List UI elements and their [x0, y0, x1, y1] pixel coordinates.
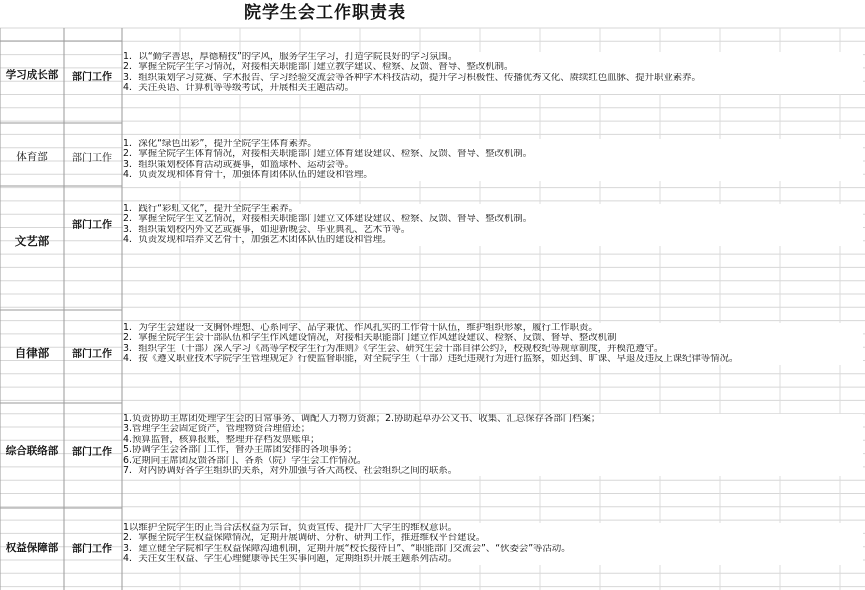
- duty-item: 4.预算监督，核算报账，整理并存档发票账单；: [123, 434, 320, 445]
- dept-rights[interactable]: 权益保障部: [5, 542, 59, 554]
- duty-item: 4．按《遵义职业技术学院学生管理规定》行使监督职能，对全院学生（干部）违纪违规行为进行监察，如迟到、旷课、早退及违反上课纪律等情况。: [123, 354, 739, 365]
- duty-item: 1.负责协助主席团处理学生会的日常事务、调配人力物力资源；2.协助起草办公文书、收集、汇总保存各部门档案；: [123, 414, 601, 424]
- duties-rights: [123, 523, 863, 565]
- duties-sports: [123, 139, 863, 181]
- duty-item: 2．掌握全院学生学习情况，对接相关职能部门建立教学建议、检察、反馈、督导、整改机制。: [123, 62, 514, 73]
- dept-arts[interactable]: 文艺部: [14, 234, 50, 248]
- col-label-discipline: 部门工作: [72, 349, 112, 360]
- duty-item: 1．以“勤学善思，厚德精技”的学风，服务学生学习，打造学院良好的学习氛围。: [123, 52, 458, 62]
- duty-item: 3．组织策划校内外文艺或赛事，如迎新晚会、毕业典礼、艺术节等。: [123, 224, 411, 235]
- duties-liaison: [123, 414, 863, 476]
- duty-item: 3．组织策划校体育活动或赛事，如篮球杯、运动会等。: [123, 159, 354, 170]
- duties-arts: [123, 204, 863, 246]
- duty-item: 3．组织策划学习竞赛、学术报告、学习经验交流会等各种学术科技活动，提升学习积极性、传播优秀文化、赓续红色血脉、提升职业素养。: [123, 72, 701, 83]
- page-title: 院学生会工作职责表: [244, 3, 406, 23]
- dept-liaison[interactable]: 综合联络部: [5, 445, 59, 457]
- duty-item: 1．践行“彩虹文化”，提升全院学生素养。: [123, 204, 299, 214]
- col-label-liaison: 部门工作: [72, 447, 112, 458]
- duty-item: 7．对内协调好各学生组织的关系，对外加强与各大高校、社会组织之间的联系。: [123, 466, 458, 477]
- col-label-arts: 部门工作: [72, 220, 112, 231]
- duty-item: 5.协调学生会各部门工作，督办主席团安排的各项事务；: [123, 445, 357, 456]
- duty-item: 1以维护全院学生的正当合法权益为宗旨，负责宣传、提升广大学生的维权意识。: [123, 523, 458, 533]
- duty-item: 4．关注英语、计算机等等级考试，开展相关主题活动。: [123, 83, 354, 94]
- duty-item: 4．负责发现和培养文艺骨干，加强艺术团体队伍的建设和管理。: [123, 235, 392, 246]
- col-label-rights: 部门工作: [72, 544, 112, 555]
- duty-item: 2．掌握全院学生权益保障情况，定期开展调研、分析、研判工作，推进维权平台建设。: [123, 533, 486, 544]
- duty-item: 2．掌握全院学生体育情况，对接相关职能部门建立体育建设建议、检察、反馈、督导、整改机制。: [123, 149, 533, 160]
- col-label-sports: 部门工作: [72, 153, 112, 164]
- duty-item: 2．掌握全院学生文艺情况，对接相关职能部门建立文体建设建议、检察、反馈、督导、整改机制。: [123, 214, 533, 225]
- duty-item: 6.定期向主席团反馈各部门、各系（院）学生会工作情况。: [123, 455, 367, 466]
- duty-item: 4．负责发现和体育骨干，加强体育团体队伍的建设和管理。: [123, 170, 373, 181]
- dept-discipline[interactable]: 自律部: [14, 346, 50, 360]
- duty-item: 1．为学生会建设一支胸怀理想、心系同学、品学兼优、作风扎实的工作骨干队伍，维护组织形象，履行工作职责。: [123, 323, 598, 333]
- dept-learning[interactable]: 学习成长部: [5, 69, 59, 81]
- duty-item: 2．掌握全院学生会干部队伍和学生作风建设情况，对接相关职能部门建立作风建设建议、检察、反馈、督导、整改机制: [123, 333, 617, 344]
- duty-item: 3．建立健全学院和学生权益保障沟通机制，定期开展“校长接待日”、“职能部门交流会”、“伙委会”等活动。: [123, 543, 571, 554]
- duty-item: 4．关注女生权益、学生心理健康等民生实事问题，定期组织开展主题系列活动。: [123, 554, 458, 565]
- duty-item: 1．深化“绿色出彩”，提升全院学生体育素养。: [123, 139, 317, 149]
- duty-item: 3．组织学生（干部）深入学习《高等学校学生行为准则》《学生会、研究生会干部自律公约》，校规校纪等规章制度，并模范遵守。: [123, 343, 664, 354]
- duties-discipline: [123, 323, 863, 365]
- duties-learning: [123, 52, 863, 94]
- duty-item: 3.管理学生会固定资产，管理物资合理借还；: [123, 424, 311, 435]
- col-label-learning: 部门工作: [72, 72, 112, 83]
- dept-sports[interactable]: 体育部: [16, 151, 48, 163]
